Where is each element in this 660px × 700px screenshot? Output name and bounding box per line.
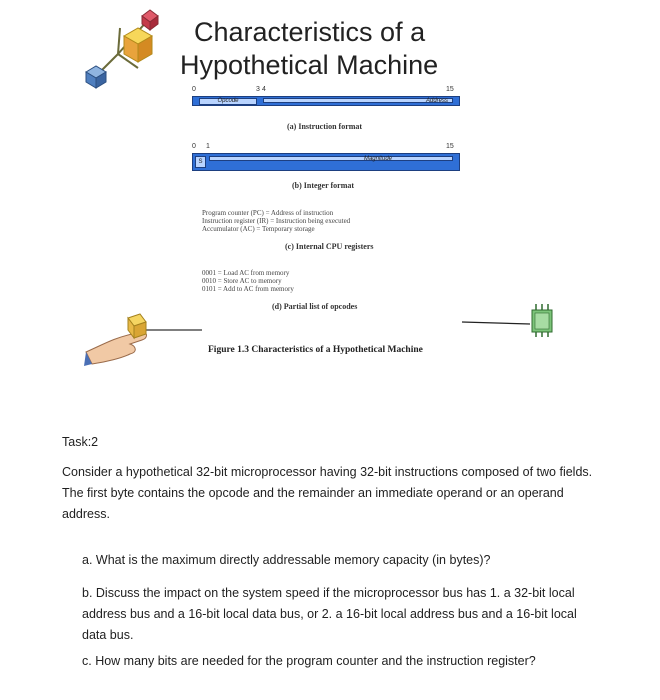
opcode-field: Opcode	[199, 98, 257, 105]
task-heading: Task:2	[62, 435, 99, 449]
bit-label: 1	[206, 143, 210, 150]
register-line: Instruction register (IR) = Instruction being executed	[202, 217, 351, 225]
register-line: Accumulator (AC) = Temporary storage	[202, 225, 315, 233]
opcode-line: 0001 = Load AC from memory	[202, 269, 290, 277]
cube-clipart-icon	[78, 6, 173, 96]
opcode-list-block	[202, 269, 422, 311]
sign-bit-field: S	[195, 156, 206, 168]
question-c: c. How many bits are needed for the program counter and the instruction register?	[82, 654, 536, 668]
title-line-2: Hypothetical Machine	[180, 50, 439, 80]
bit-label: 0	[192, 143, 196, 150]
register-line: Program counter (PC) = Address of instruction	[202, 209, 334, 217]
magnitude-field: Magnitude	[209, 156, 453, 161]
instruction-register-bar	[192, 96, 460, 106]
cpu-registers-block	[202, 209, 422, 251]
title-line-1: Characteristics of a	[194, 17, 426, 47]
bit-label: 4	[262, 86, 266, 93]
address-field: Address	[263, 98, 453, 103]
figure-caption: Figure 1.3 Characteristics of a Hypothetical Machine	[208, 345, 423, 355]
integer-register-bar	[192, 153, 460, 171]
hand-clipart-icon	[84, 308, 204, 368]
bit-label: 15	[446, 143, 454, 150]
opcode-line: 0010 = Store AC to memory	[202, 277, 282, 285]
bit-label: 15	[446, 86, 454, 93]
bit-label: 3	[256, 86, 260, 93]
bit-label: 0	[192, 86, 196, 93]
page-title	[180, 16, 480, 82]
opcodes-caption: (d) Partial list of opcodes	[272, 302, 358, 311]
question-a: a. What is the maximum directly addressable memory capacity (in bytes)?	[82, 553, 491, 567]
integer-format-caption: (b) Integer format	[292, 181, 355, 190]
instruction-format-caption: (a) Instruction format	[287, 122, 363, 131]
instruction-format-diagram	[192, 86, 462, 136]
opcode-line: 0101 = Add to AC from memory	[202, 285, 294, 293]
chip-clipart-icon	[460, 298, 570, 338]
integer-format-diagram	[192, 143, 462, 195]
question-b: b. Discuss the impact on the system speed if the microprocessor bus has 1. a 32-bit local address bus and a 16-bit local data bus, or 2. a 16-bit local address bus and a 16-bit local data bus.	[82, 586, 577, 642]
task-intro: Consider a hypothetical 32-bit microprocessor having 32-bit instructions composed of two fields. The first byte contains the opcode and the remainder an immediate operand or an operand address.	[62, 465, 593, 521]
cpu-registers-caption: (c) Internal CPU registers	[285, 242, 374, 251]
